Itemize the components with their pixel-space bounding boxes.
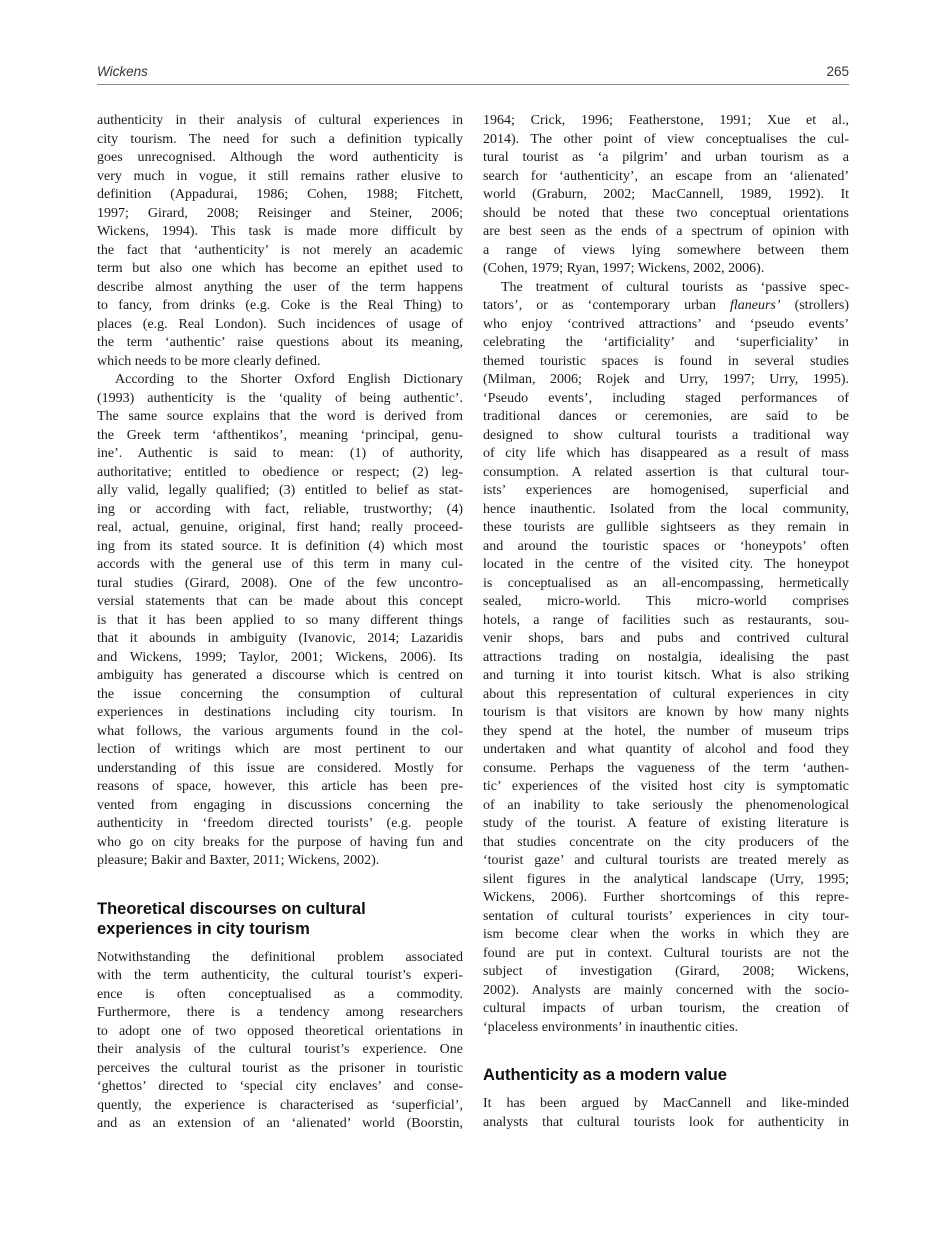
section-heading bbox=[483, 1065, 849, 1085]
text-line: about this representation of cultural experiences in city bbox=[483, 686, 849, 702]
text-line: reasons of space, however, this article has been pre- bbox=[97, 779, 463, 794]
text-line: of an inability to take seriously the phenomenological bbox=[483, 797, 849, 813]
text-line: ‘placeless environments’ in inauthentic cities. bbox=[483, 1019, 739, 1035]
text-line: Wickens, 2006). Further shortcomings of this repre- bbox=[483, 890, 849, 905]
running-header bbox=[97, 62, 849, 84]
text-line: consume. Perhaps the vagueness of the term ‘authen- bbox=[483, 760, 849, 776]
text-line bbox=[483, 297, 849, 316]
text-line: the fact that ‘authenticity’ is not merely an academic bbox=[97, 242, 463, 258]
text-line: the Greek term ‘afthentikos’, meaning ‘principal, genu- bbox=[97, 427, 463, 443]
text-line: real, actual, genuine, original, first hand; really proceed- bbox=[97, 520, 463, 535]
text-line: of city life which has disappeared as a result of mass bbox=[483, 446, 849, 461]
text-line: The treatment of cultural tourists as ‘passive spec- bbox=[501, 279, 849, 295]
text-line: goes unrecognised. Although the word authenticity is bbox=[97, 150, 463, 165]
text-line: authenticity in ‘freedom directed tourists’ (e.g. people bbox=[97, 816, 463, 831]
text-line: consumption. A related assertion is that cultural tour- bbox=[483, 464, 849, 480]
text-line: these tourists are gullible sightseers as they remain in bbox=[483, 520, 849, 535]
text-line: designed to show cultural tourists a traditional way bbox=[483, 427, 849, 443]
italic-term: flaneurs’ bbox=[729, 298, 781, 313]
text-line: (1993) authenticity is the ‘quality of being authentic’. bbox=[97, 390, 463, 406]
text-line: city tourism. The need for such a definition typically bbox=[97, 131, 463, 147]
text-line: found are put in context. Cultural tourists are not the bbox=[483, 945, 849, 961]
text-line: subject of investigation (Girard, 2008; Wickens, bbox=[483, 964, 849, 979]
text-line: study of the tourist. A feature of existing literature is bbox=[483, 816, 849, 831]
text-line: term but also one which has become an epithet used to bbox=[97, 261, 463, 276]
text-line: which needs to be more clearly defined. bbox=[97, 353, 321, 369]
text-line: hotels, a range of facilities such as restaurants, sou- bbox=[483, 612, 849, 628]
text-line: with the term authenticity, the cultural tourist’s experi- bbox=[97, 968, 463, 983]
text-line: experiences in destinations including city tourism. In bbox=[97, 705, 463, 720]
text-line: (Cohen, 1979; Ryan, 1997; Wickens, 2002, 2006). bbox=[483, 261, 765, 276]
text-line: versial statements that can be made about this concept bbox=[97, 594, 463, 609]
text-line: ‘ghettos’ directed to ‘special city enclaves’ and conse- bbox=[97, 1079, 463, 1094]
text-segment: tators’, or as ‘contemporary urban bbox=[483, 298, 730, 313]
text-line: and around the touristic spaces or ‘honeypots’ often bbox=[483, 538, 849, 554]
text-line: to fancy, from drinks (e.g. Coke is the Real Thing) to bbox=[97, 298, 463, 313]
text-line: a range of views lying somewhere between them bbox=[483, 242, 849, 258]
text-line: world (Graburn, 2002; MacCannell, 1989, 1992). It bbox=[483, 187, 849, 202]
text-line: is that it has been applied to so many different things bbox=[97, 612, 463, 628]
text-line: describe almost anything the user of the term happens bbox=[97, 279, 463, 295]
text-line: quently, the experience is characterised as ‘superficial’, bbox=[97, 1097, 463, 1113]
text-line: ‘tourist gaze’ and cultural tourists are treated merely as bbox=[483, 853, 849, 868]
text-line: hence inauthentic. Isolated from the local community, bbox=[483, 501, 849, 517]
text-line: very much in vogue, it still remains rather elusive to bbox=[97, 168, 463, 184]
text-line: The same source explains that the word is derived from bbox=[97, 409, 463, 424]
text-segment: (strollers) bbox=[780, 298, 849, 313]
text-line: search for ‘authenticity’, an escape from an ‘alienated’ bbox=[483, 168, 849, 184]
text-line: authoritative; entitled to obedience or respect; (2) leg- bbox=[97, 464, 463, 480]
text-line: Notwithstanding the definitional problem associated bbox=[97, 949, 463, 965]
paragraph bbox=[97, 112, 463, 371]
text-line: that it abounds in ambiguity (Ivanovic, 2014; Lazaridis bbox=[97, 631, 463, 646]
text-line: tic’ experiences of the visited host city is symptomatic bbox=[483, 779, 849, 794]
text-line: cultural impacts of urban tourism, the creation of bbox=[483, 1001, 849, 1016]
text-line: places (e.g. Real London). Such incidences of usage of bbox=[97, 316, 463, 332]
text-line: 2014). The other point of view conceptualises the cul- bbox=[483, 131, 849, 147]
text-line: tural studies (Girard, 2008). One of the few uncontro- bbox=[97, 575, 463, 591]
text-line: 1964; Crick, 1996; Featherstone, 1991; Xue et al., bbox=[483, 113, 849, 128]
paragraph bbox=[483, 1095, 849, 1132]
text-line: ence is often conceptualised as a commodity. bbox=[97, 986, 463, 1002]
text-line: lection of writings which are most pertinent to our bbox=[97, 742, 463, 757]
text-line: Furthermore, there is a tendency among researchers bbox=[97, 1005, 463, 1020]
paragraph bbox=[97, 949, 463, 1134]
text-line: sentation of cultural tourists’ experiences in city tour- bbox=[483, 908, 849, 924]
left-column bbox=[97, 112, 463, 1134]
text-line: attractions trading on nostalgia, idealising the past bbox=[483, 649, 849, 665]
text-line: ing from its stated source. It is definition (4) which most bbox=[97, 538, 463, 554]
heading-line: experiences in city tourism bbox=[97, 919, 310, 938]
text-line: tural tourist as ‘a pilgrim’ and urban tourism as a bbox=[483, 150, 849, 165]
text-line: 1997; Girard, 2008; Reisinger and Steiner, 2006; bbox=[97, 205, 463, 221]
right-column bbox=[483, 112, 849, 1132]
text-line: that studies concentrate on the city producers of the bbox=[483, 834, 849, 850]
text-line: pleasure; Bakir and Baxter, 2011; Wickens, 2002). bbox=[97, 853, 380, 868]
text-line: ally valid, legally qualified; (3) entitled to belief as stat- bbox=[97, 483, 463, 498]
running-header-author: Wickens bbox=[97, 64, 148, 79]
text-line: definition (Appadurai, 1986; Cohen, 1988; Fitchett, bbox=[97, 187, 463, 202]
text-line: It has been argued by MacCannell and like-minded bbox=[483, 1096, 849, 1111]
text-line: who enjoy ‘contrived attractions’ and ‘pseudo events’ bbox=[483, 316, 849, 332]
text-line: located in the centre of the visited city. The honeypot bbox=[483, 557, 849, 572]
text-line: is conceptualised as an all-encompassing, hermetically bbox=[483, 575, 849, 591]
text-line: and as an extension of an ‘alienated’ world (Boorstin, bbox=[97, 1116, 463, 1131]
text-line: silent figures in the analytical landscape (Urry, 1995; bbox=[483, 871, 849, 887]
text-line: celebrating the ‘artificiality’ and ‘superficiality’ in bbox=[483, 335, 849, 350]
text-line: 2002). Analysts are mainly concerned with the socio- bbox=[483, 982, 849, 998]
heading-line: Theoretical discourses on cultural bbox=[97, 899, 366, 918]
paragraph bbox=[483, 112, 849, 279]
text-line: undertaken and what quantity of alcohol and food they bbox=[483, 742, 849, 757]
text-line: to adopt one of two opposed theoretical orientations in bbox=[97, 1023, 463, 1039]
text-line: ism become clear when the works in which they are bbox=[483, 927, 849, 942]
text-line: According to the Shorter Oxford English Dictionary bbox=[115, 372, 463, 387]
header-rule bbox=[97, 84, 849, 85]
text-line: sealed, micro-world. This micro-world comprises bbox=[483, 594, 849, 609]
text-line: Wickens, 1994). This task is made more difficult by bbox=[97, 224, 463, 239]
text-line: traditional dances or ceremonies, are said to be bbox=[483, 409, 849, 424]
text-line: ists’ experiences are homogenised, superficial and bbox=[483, 483, 849, 498]
text-line: should be noted that these two conceptual orientations bbox=[483, 205, 849, 221]
text-line: and Wickens, 1999; Taylor, 2001; Wickens, 2006). Its bbox=[97, 649, 463, 665]
text-line: what follows, the various arguments found in the col- bbox=[97, 723, 463, 739]
text-line: ambiguity has generated a discourse which is centred on bbox=[97, 668, 463, 683]
text-line: vented from engaging in discussions concerning the bbox=[97, 797, 463, 813]
text-line: accords with the general use of this term in many cul- bbox=[97, 557, 463, 572]
text-line: ine’. Authentic is said to mean: (1) of authority, bbox=[97, 446, 463, 461]
text-line: and turning it into tourist kitsch. What is also striking bbox=[483, 668, 849, 683]
text-line: authenticity in their analysis of cultural experiences in bbox=[97, 113, 463, 128]
text-line: understanding of this issue are considered. Mostly for bbox=[97, 760, 463, 776]
text-line: tourism is that visitors are known by how many nights bbox=[483, 705, 849, 720]
text-line: ing or according with fact, reliable, trustworthy; (4) bbox=[97, 501, 463, 517]
text-line: themed touristic spaces is found in several studies bbox=[483, 353, 849, 369]
paragraph bbox=[97, 371, 463, 871]
heading-line: Authenticity as a modern value bbox=[483, 1066, 727, 1084]
text-line: who go on city breaks for the purpose of having fun and bbox=[97, 834, 463, 850]
text-line: the term ‘authentic’ raise questions about its meaning, bbox=[97, 335, 463, 350]
text-line: their analysis of the cultural tourist’s experience. One bbox=[97, 1042, 463, 1057]
text-line: the issue concerning the consumption of cultural bbox=[97, 686, 463, 702]
section-heading bbox=[97, 899, 463, 939]
text-line: are best seen as the ends of a spectrum of opinion with bbox=[483, 224, 849, 239]
text-line: analysts that cultural tourists look for authenticity in bbox=[483, 1114, 849, 1130]
text-line: perceives the cultural tourist as the prisoner in touristic bbox=[97, 1060, 463, 1076]
page-number: 265 bbox=[826, 64, 849, 79]
text-line: ‘Pseudo events’, including staged performances of bbox=[483, 390, 849, 406]
text-line: venir shops, bars and pubs and contrived cultural bbox=[483, 631, 849, 646]
paragraph bbox=[483, 279, 849, 1038]
text-line: (Milman, 2006; Rojek and Urry, 1997; Urry, 1995). bbox=[483, 372, 849, 387]
text-line: they spend at the hotel, the number of museum trips bbox=[483, 723, 849, 739]
